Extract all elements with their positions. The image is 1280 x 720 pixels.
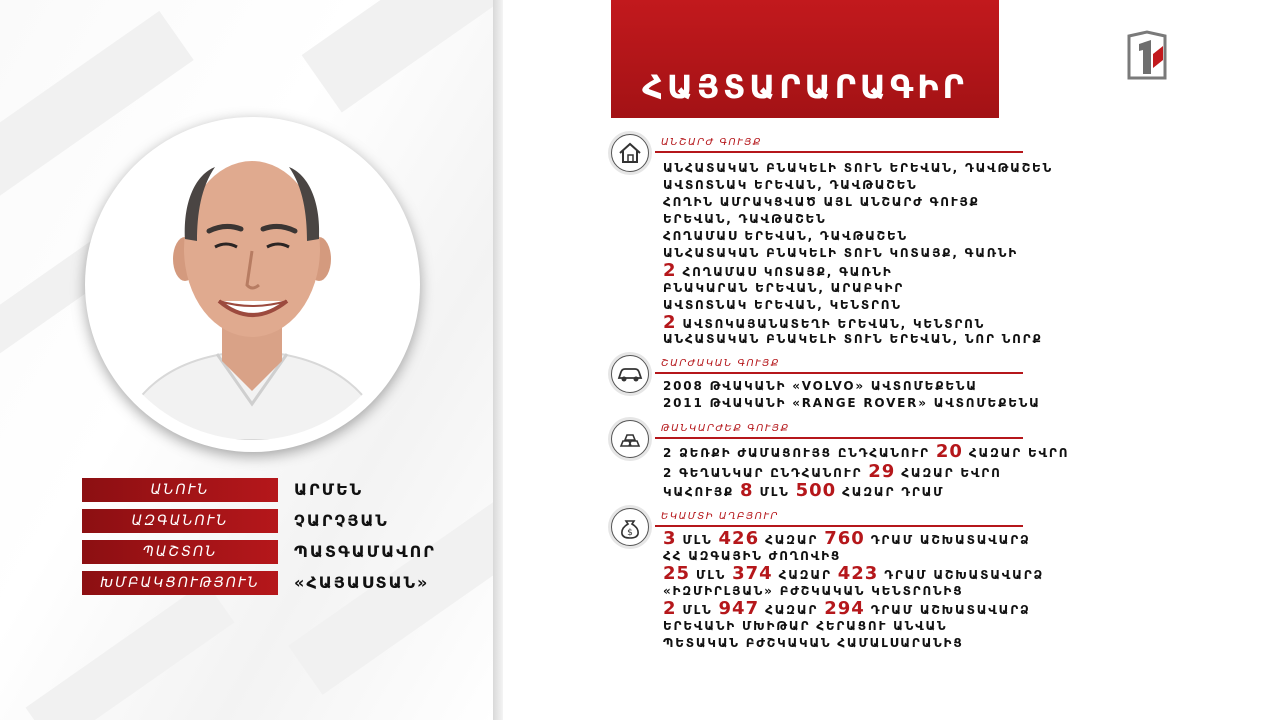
list-item: ԵՐԵՎԱՆ, ԴԱՎԹԱՇԵՆ (663, 212, 827, 226)
car-icon (611, 355, 649, 393)
item-unit: ՀԱԶԱՐ (765, 533, 819, 547)
income-title: ԵԿԱՄՏԻ ԱՂԲՅՈՒՐ (661, 511, 779, 522)
faction-label: ԽՄԲԱԿՑՈՒԹՅՈՒՆ (82, 571, 278, 595)
surname-value: ՉԱՐՉՅԱՆ (294, 511, 389, 530)
amount-value: 25 (663, 563, 691, 584)
gold-bars-icon (611, 420, 649, 458)
portrait-frame (85, 117, 420, 452)
item-text: ԿԱՀՈՒՅՔ (663, 485, 735, 499)
faction-value: «ՀԱՅԱՍՏԱՆ» (294, 573, 430, 592)
amount-value: 423 (837, 563, 879, 584)
portrait-illustration (97, 129, 408, 440)
house-icon (611, 134, 649, 172)
item-unit: ՀԱԶԱՐ (765, 603, 819, 617)
background-stripe (302, 0, 495, 112)
page-title: ՀԱՅՏԱՐԱՐԱԳԻՐ (642, 68, 968, 106)
real-estate-title: ԱՆՇԱՐԺ ԳՈՒՅՔ (661, 137, 762, 148)
item-unit: ՄԼՆ (682, 603, 713, 617)
amount-value: 947 (718, 598, 760, 619)
name-label: ԱՆՈՒՆ (82, 478, 278, 502)
list-item: ԵՐԵՎԱՆԻ ՄԽԻԹԱՐ ՀԵՐԱՑՈՒ ԱՆՎԱՆ (663, 619, 948, 633)
amount-value: 20 (935, 441, 963, 462)
list-item: ՀՈՂԻՆ ԱՄՐԱԿՑՎԱԾ ԱՅԼ ԱՆՇԱՐԺ ԳՈՒՅՔ (663, 195, 980, 209)
item-unit: ԴՐԱՄ ԱՇԽԱՏԱՎԱՐՁ (870, 603, 1031, 617)
count-value: 2 (663, 260, 677, 281)
item-unit: ՀԱԶԱՐ (778, 568, 832, 582)
list-item (663, 530, 1031, 549)
item-text: 2 ԳԵՂԱՆԿԱՐ ԸՆԴՀԱՆՈՒՐ (663, 466, 863, 480)
channel-1-logo-icon (1125, 30, 1169, 82)
count-value: 2 (663, 312, 677, 333)
background-stripe (26, 581, 235, 720)
amount-value: 374 (732, 563, 773, 584)
list-item: ՀՀ ԱԶԳԱՅԻՆ ԺՈՂՈՎԻՑ (663, 549, 842, 563)
item-unit: ՄԼՆ (759, 485, 790, 499)
item-text: 2 ՁԵՌՔԻ ԺԱՄԱՑՈՒՅՑ ԸՆԴՀԱՆՈՒՐ (663, 446, 930, 460)
panel-divider (493, 0, 503, 720)
profile-panel (0, 0, 495, 720)
item-unit: ԴՐԱՄ ԱՇԽԱՏԱՎԱՐՁ (870, 533, 1031, 547)
section-rule (655, 372, 1023, 374)
item-unit: ՀԱԶԱՐ ԵՎՐՈ (968, 446, 1070, 460)
list-item (663, 600, 1031, 619)
svg-text:$: $ (627, 528, 633, 538)
amount-value: 29 (868, 461, 896, 482)
amount-value: 426 (718, 528, 760, 549)
section-rule (655, 151, 1023, 153)
position-value: ՊԱՏԳԱՄԱՎՈՐ (294, 542, 436, 561)
amount-value: 2 (663, 598, 677, 619)
section-rule (655, 437, 1023, 439)
item-unit: ԴՐԱՄ ԱՇԽԱՏԱՎԱՐՁ (884, 568, 1045, 582)
surname-label: ԱԶԳԱՆՈՒՆ (82, 509, 278, 533)
position-label: ՊԱՇՏՈՆ (82, 540, 278, 564)
list-item: 2008 ԹՎԱԿԱՆԻ «VOLVO» ԱՎՏՈՄԵՔԵՆԱ (663, 379, 978, 393)
section-rule (655, 525, 1023, 527)
item-unit: ՄԼՆ (682, 533, 713, 547)
list-item: ԱՆՀԱՏԱԿԱՆ ԲՆԱԿԵԼԻ ՏՈՒՆ ԿՈՏԱՅՔ, ԳԱՌՆԻ (663, 246, 1019, 260)
list-item: ԱՆՀԱՏԱԿԱՆ ԲՆԱԿԵԼԻ ՏՈՒՆ ԵՐԵՎԱՆ, ԴԱՎԹԱՇԵՆ (663, 161, 1053, 175)
item-text: ԱՎՏՈԿԱՅԱՆԱՏԵՂԻ ԵՐԵՎԱՆ, ԿԵՆՏՐՈՆ (682, 317, 986, 331)
amount-value: 294 (824, 598, 865, 619)
amount-value: 760 (824, 528, 865, 549)
list-item (663, 482, 944, 501)
list-item: ԱՎՏՈՏՆԱԿ ԵՐԵՎԱՆ, ԴԱՎԹԱՇԵՆ (663, 178, 918, 192)
title-banner (611, 0, 999, 118)
list-item: ԱՎՏՈՏՆԱԿ ԵՐԵՎԱՆ, ԿԵՆՏՐՈՆ (663, 298, 902, 312)
list-item: ԱՆՀԱՏԱԿԱՆ ԲՆԱԿԵԼԻ ՏՈՒՆ ԵՐԵՎԱՆ, ՆՈՐ ՆՈՐՔ (663, 332, 1043, 346)
item-text: ՀՈՂԱՄԱՍ ԿՈՏԱՅՔ, ԳԱՌՆԻ (682, 265, 893, 279)
list-item (663, 262, 893, 281)
portrait-photo (97, 129, 408, 440)
amount-value: 500 (795, 480, 837, 501)
name-value: ԱՐՄԵՆ (294, 480, 364, 499)
item-unit: ՄԼՆ (696, 568, 727, 582)
amount-value: 8 (740, 480, 754, 501)
declaration-panel (503, 0, 1280, 720)
list-item: ԲՆԱԿԱՐԱՆ ԵՐԵՎԱՆ, ԱՐԱԲԿԻՐ (663, 281, 905, 295)
list-item: ՊԵՏԱԿԱՆ ԲԺՇԿԱԿԱՆ ՀԱՄԱԼՍԱՐԱՆԻՑ (663, 636, 964, 650)
item-unit: ՀԱԶԱՐ ԴՐԱՄ (842, 485, 945, 499)
amount-value: 3 (663, 528, 677, 549)
list-item: 2011 ԹՎԱԿԱՆԻ «RANGE ROVER» ԱՎՏՈՄԵՔԵՆԱ (663, 396, 1041, 410)
list-item (663, 443, 1069, 462)
list-item: ՀՈՂԱՄԱՍ ԵՐԵՎԱՆ, ԴԱՎԹԱՇԵՆ (663, 229, 908, 243)
list-item: «ԻԶՄԻՐԼՅԱՆ» ԲԺՇԿԱԿԱՆ ԿԵՆՏՐՈՆԻՑ (663, 584, 964, 598)
money-bag-icon (611, 508, 649, 546)
item-unit: ՀԱԶԱՐ ԵՎՐՈ (901, 466, 1002, 480)
list-item (663, 565, 1044, 584)
valuables-title: ԹԱՆԿԱՐԺԵՔ ԳՈՒՅՔ (661, 423, 790, 434)
movable-title: ՇԱՐԺԱԿԱՆ ԳՈՒՅՔ (661, 358, 780, 369)
